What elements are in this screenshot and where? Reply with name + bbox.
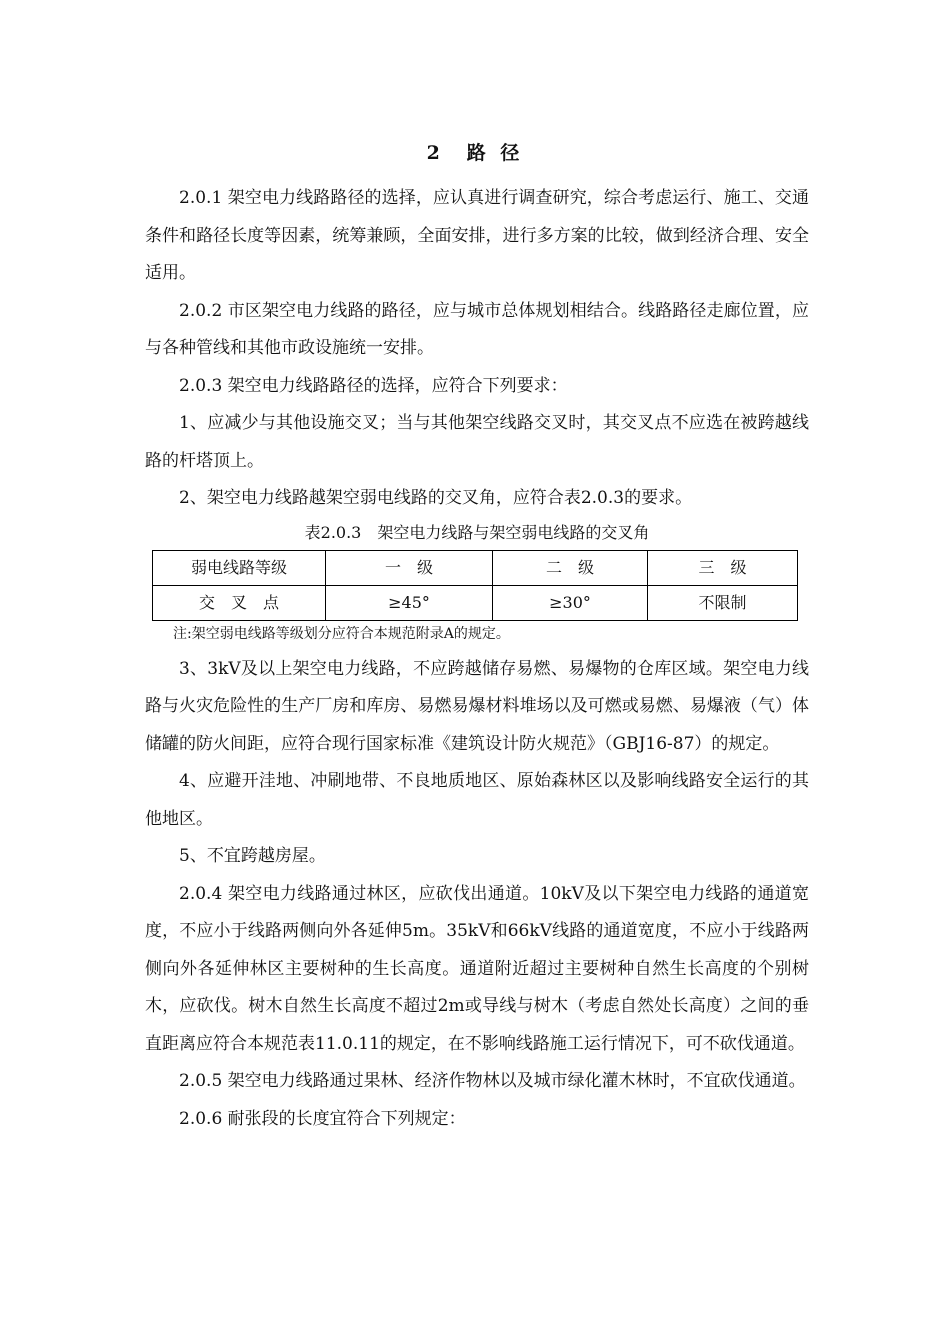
table-note: 注:架空弱电线路等级划分应符合本规范附录A的规定。 — [173, 625, 510, 642]
table-cell: 不限制 — [648, 585, 798, 620]
table-cell: ≥45° — [326, 585, 493, 620]
item-2: 2、架空电力线路越架空弱电线路的交叉角，应符合表2.0.3的要求。 — [179, 488, 693, 508]
table-row — [153, 585, 798, 620]
clause-2-0-6: 2.0.6 耐张段的长度宜符合下列规定： — [179, 1108, 466, 1129]
table-cell: 一 级 — [326, 550, 493, 585]
table-caption: 表2.0.3 架空电力线路与架空弱电线路的交叉角 — [304, 522, 650, 542]
table-cell: ≥30° — [493, 585, 648, 620]
clause-2-0-1: 2.0.1 架空电力线路路径的选择，应认真进行调查研究，综合考虑运行、施工、交通条件和路径长度等因素，统筹兼顾，全面安排，进行多方案的比较，做到经济合理、安全适用。 — [145, 188, 809, 283]
table-cell: 弱电线路等级 — [153, 550, 326, 585]
item-5: 5、不宜跨越房屋。 — [179, 846, 326, 866]
item-4: 4、应避开洼地、冲刷地带、不良地质地区、原始森林区以及影响线路安全运行的其他地区。 — [145, 771, 809, 829]
clause-2-0-5: 2.0.5 架空电力线路通过果林、经济作物林以及城市绿化灌木林时，不宜砍伐通道。 — [179, 1071, 806, 1091]
clause-2-0-3: 2.0.3 架空电力线路路径的选择，应符合下列要求： — [179, 375, 568, 396]
clause-2-0-4: 2.0.4 架空电力线路通过林区，应砍伐出通道。10kV及以下架空电力线路的通道宽度，不应小于线路两侧向外各延伸5m。35kV和66kV线路的通道宽度，不应小于线路两侧向外各延伸林区主要树种的生长高度。通道附近超过主要树种自然生长高度的个别树木，应砍伐。树木自然生长高度不超过2m或导线与树木（考虑自然处长高度）之间的垂直距离应符合本规范表11.0.11的规定，在不影响线路施工运行情况下，可不砍伐通道。 — [145, 883, 809, 1054]
item-3: 3、3kV及以上架空电力线路，不应跨越储存易燃、易爆物的仓库区域。架空电力线路与火灾危险性的生产厂房和库房、易燃易爆材料堆场以及可燃或易燃、易爆液（气）体储罐的防火间距，应符合现行国家标准《建筑设计防火规范》（GBJ16-87）的规定。 — [145, 658, 809, 754]
table-cell: 三 级 — [648, 550, 798, 585]
clause-2-0-2: 2.0.2 市区架空电力线路的路径，应与城市总体规划相结合。线路路径走廊位置，应与各种管线和其他市政设施统一安排。 — [145, 300, 809, 358]
section-heading: 2 路 径 — [426, 142, 524, 164]
table-cell: 二 级 — [493, 550, 648, 585]
body-text — [145, 180, 809, 1138]
crossing-angle-table — [152, 550, 798, 621]
item-1: 1、应减少与其他设施交叉；当与其他架空线路交叉时，其交叉点不应选在被跨越线路的杆塔顶上。 — [145, 413, 809, 471]
table-cell: 交 叉 点 — [153, 585, 326, 620]
table-header-row — [153, 550, 798, 585]
